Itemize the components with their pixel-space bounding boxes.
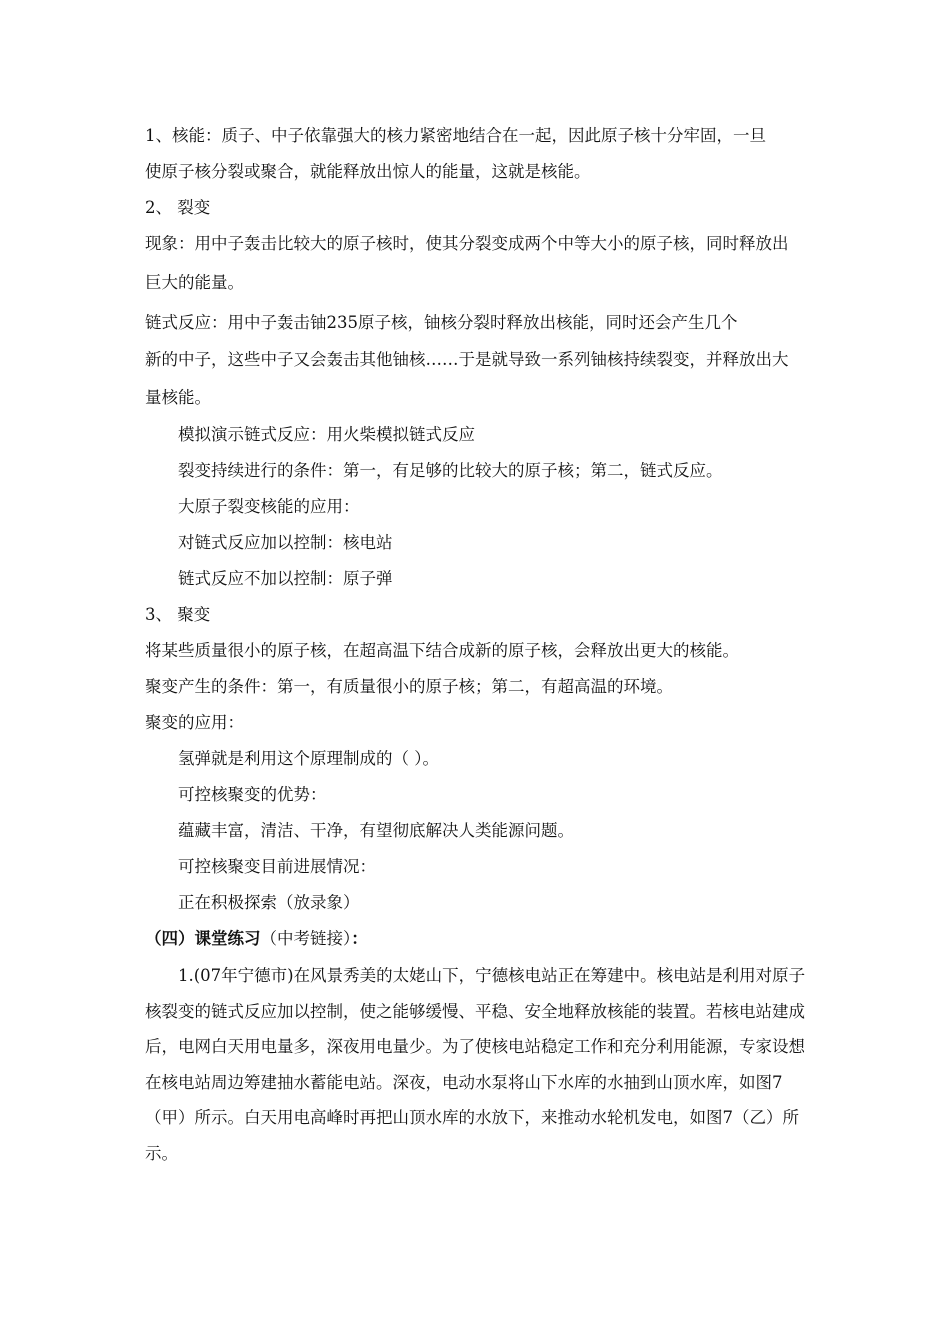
text-line: 新的中子，这些中子又会轰击其他铀核……于是就导致一系列铀核持续裂变，并释放出大: [145, 350, 789, 369]
text-line: 正在积极探索（放录象）: [178, 893, 360, 912]
text-line: 链式反应不加以控制：原子弹: [178, 569, 393, 588]
text-line: 聚变产生的条件：第一，有质量很小的原子核；第二，有超高温的环境。: [145, 677, 673, 696]
text-line: 链式反应：用中子轰击铀235原子核，铀核分裂时释放出核能，同时还会产生几个: [145, 313, 738, 332]
text-line: 现象：用中子轰击比较大的原子核时，使其分裂变成两个中等大小的原子核，同时释放出: [145, 234, 789, 253]
text-line: 模拟演示链式反应：用火柴模拟链式反应: [178, 425, 475, 444]
text-line: 1、核能：质子、中子依靠强大的核力紧密地结合在一起，因此原子核十分牢固，一旦: [145, 126, 766, 145]
text-line: 将某些质量很小的原子核，在超高温下结合成新的原子核，会释放出更大的核能。: [145, 641, 739, 660]
text-line: 裂变持续进行的条件：第一，有足够的比较大的原子核；第二，链式反应。: [178, 461, 723, 480]
text-line: 聚变的应用：: [145, 713, 244, 732]
section-heading: 3、 聚变: [145, 605, 211, 624]
text-line: 氢弹就是利用这个原理制成的（ ）。: [178, 749, 439, 768]
text-line: 可控核聚变的优势：: [178, 785, 327, 804]
exercise-heading-title: （四）课堂练习: [145, 929, 261, 948]
text-line: 可控核聚变目前进展情况：: [178, 857, 376, 876]
text-line: 巨大的能量。: [145, 273, 244, 292]
exercise-heading-note: （中考链接）: [260, 929, 352, 948]
exercise-heading-colon: ：: [351, 929, 368, 948]
text-line: 蕴藏丰富，清洁、干净，有望彻底解决人类能源问题。: [178, 821, 574, 840]
exercise-paragraph-text: 1.(07年宁德市)在风景秀美的太姥山下，宁德核电站正在筹建中。核电站是利用对原子核裂变的链式反应加以控制，使之能够缓慢、平稳、安全地释放核能的装置。若核电站建成后，电网白天用电量多，深夜用电量少。为了使核电站稳定工作和充分利用能源，专家设想在核电站周边筹建抽水蓄能电站。深夜，电动水泵将山下水库的水抽到山顶水库，如图7（甲）所示。白天用电高峰时再把山顶水库的水放下，来推动水轮机发电，如图7（乙）所示。: [145, 966, 806, 1163]
text-line: 对链式反应加以控制：核电站: [178, 533, 393, 552]
exercise-paragraph: [145, 958, 807, 1171]
section-heading: 2、 裂变: [145, 198, 211, 217]
text-line: 使原子核分裂或聚合，就能释放出惊人的能量，这就是核能。: [145, 162, 591, 181]
text-line: 量核能。: [145, 388, 211, 407]
exercise-heading: [145, 928, 368, 950]
text-line: 大原子裂变核能的应用：: [178, 497, 360, 516]
